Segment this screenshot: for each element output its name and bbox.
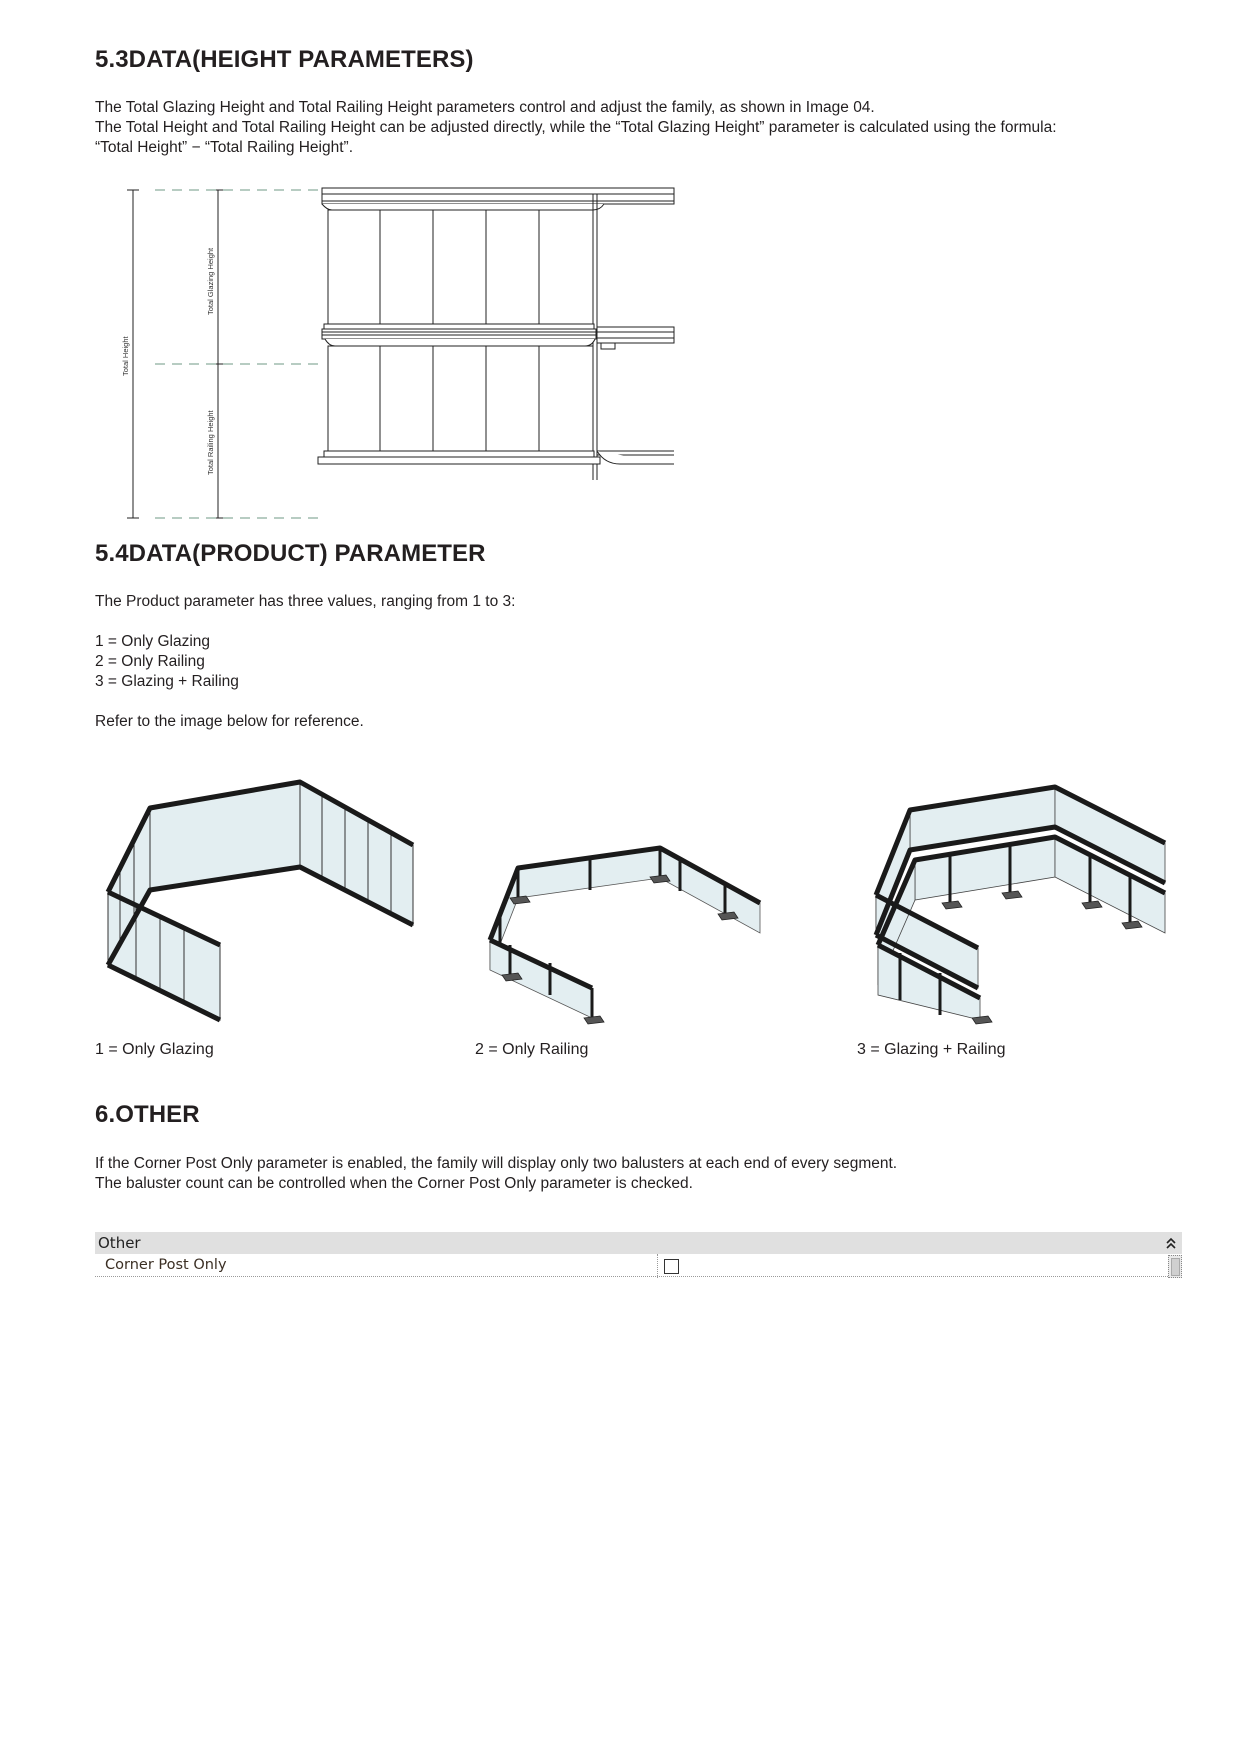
section-5-3-line: The Total Height and Total Railing Height can be adjusted directly, while the “Total Glazing Height” parameter is calculated using the formula: [95,119,1057,136]
product-value-item: 1 = Only Glazing [95,633,211,650]
section-5-3-title: 5.3DATA(HEIGHT PARAMETERS) [95,46,474,73]
section-5-4-title: 5.4DATA(PRODUCT) PARAMETER [95,540,486,567]
product-value-item: 3 = Glazing + Railing [95,673,239,690]
railing-elevation-drawing [318,188,674,480]
properties-group-header[interactable] [95,1232,1182,1254]
total-height-label: Total Height [121,336,130,376]
only-glazing-illustration [100,775,430,1035]
section-5-4-refer: Refer to the image below for reference. [95,713,364,730]
section-6-line: If the Corner Post Only parameter is enabled, the family will display only two balusters at each end of every segment. [95,1155,898,1172]
property-row-corner-post-only [95,1254,1182,1277]
properties-panel [95,1232,1182,1277]
scrollbar-thumb[interactable] [1171,1258,1180,1276]
scrollbar[interactable] [1168,1255,1182,1278]
properties-group-label: Other [98,1234,141,1252]
caption-only-glazing: 1 = Only Glazing [95,1041,214,1058]
only-railing-illustration [480,830,780,1040]
total-railing-height-label: Total Railing Height [206,410,215,475]
section-6-line: The baluster count can be controlled when the Corner Post Only parameter is checked. [95,1175,693,1192]
column-divider [657,1254,658,1278]
section-5-3-body [95,98,1057,158]
section-6-body [95,1154,897,1194]
section-5-3-line: The Total Glazing Height and Total Railing Height parameters control and adjust the family, as shown in Image 04. [95,99,875,116]
product-values-list [95,632,239,692]
section-6-title: 6.OTHER [95,1101,200,1128]
glazing-railing-illustration [860,775,1180,1035]
section-5-4-intro: The Product parameter has three values, ranging from 1 to 3: [95,593,516,610]
caption-glazing-railing: 3 = Glazing + Railing [857,1041,1006,1058]
section-5-3-line: “Total Height” − “Total Railing Height”. [95,139,354,156]
corner-post-only-checkbox[interactable] [664,1259,679,1274]
height-parameters-diagram [115,180,675,525]
property-name: Corner Post Only [105,1257,227,1273]
product-value-item: 2 = Only Railing [95,653,205,670]
total-glazing-height-label: Total Glazing Height [206,247,215,315]
caption-only-railing: 2 = Only Railing [475,1041,589,1058]
